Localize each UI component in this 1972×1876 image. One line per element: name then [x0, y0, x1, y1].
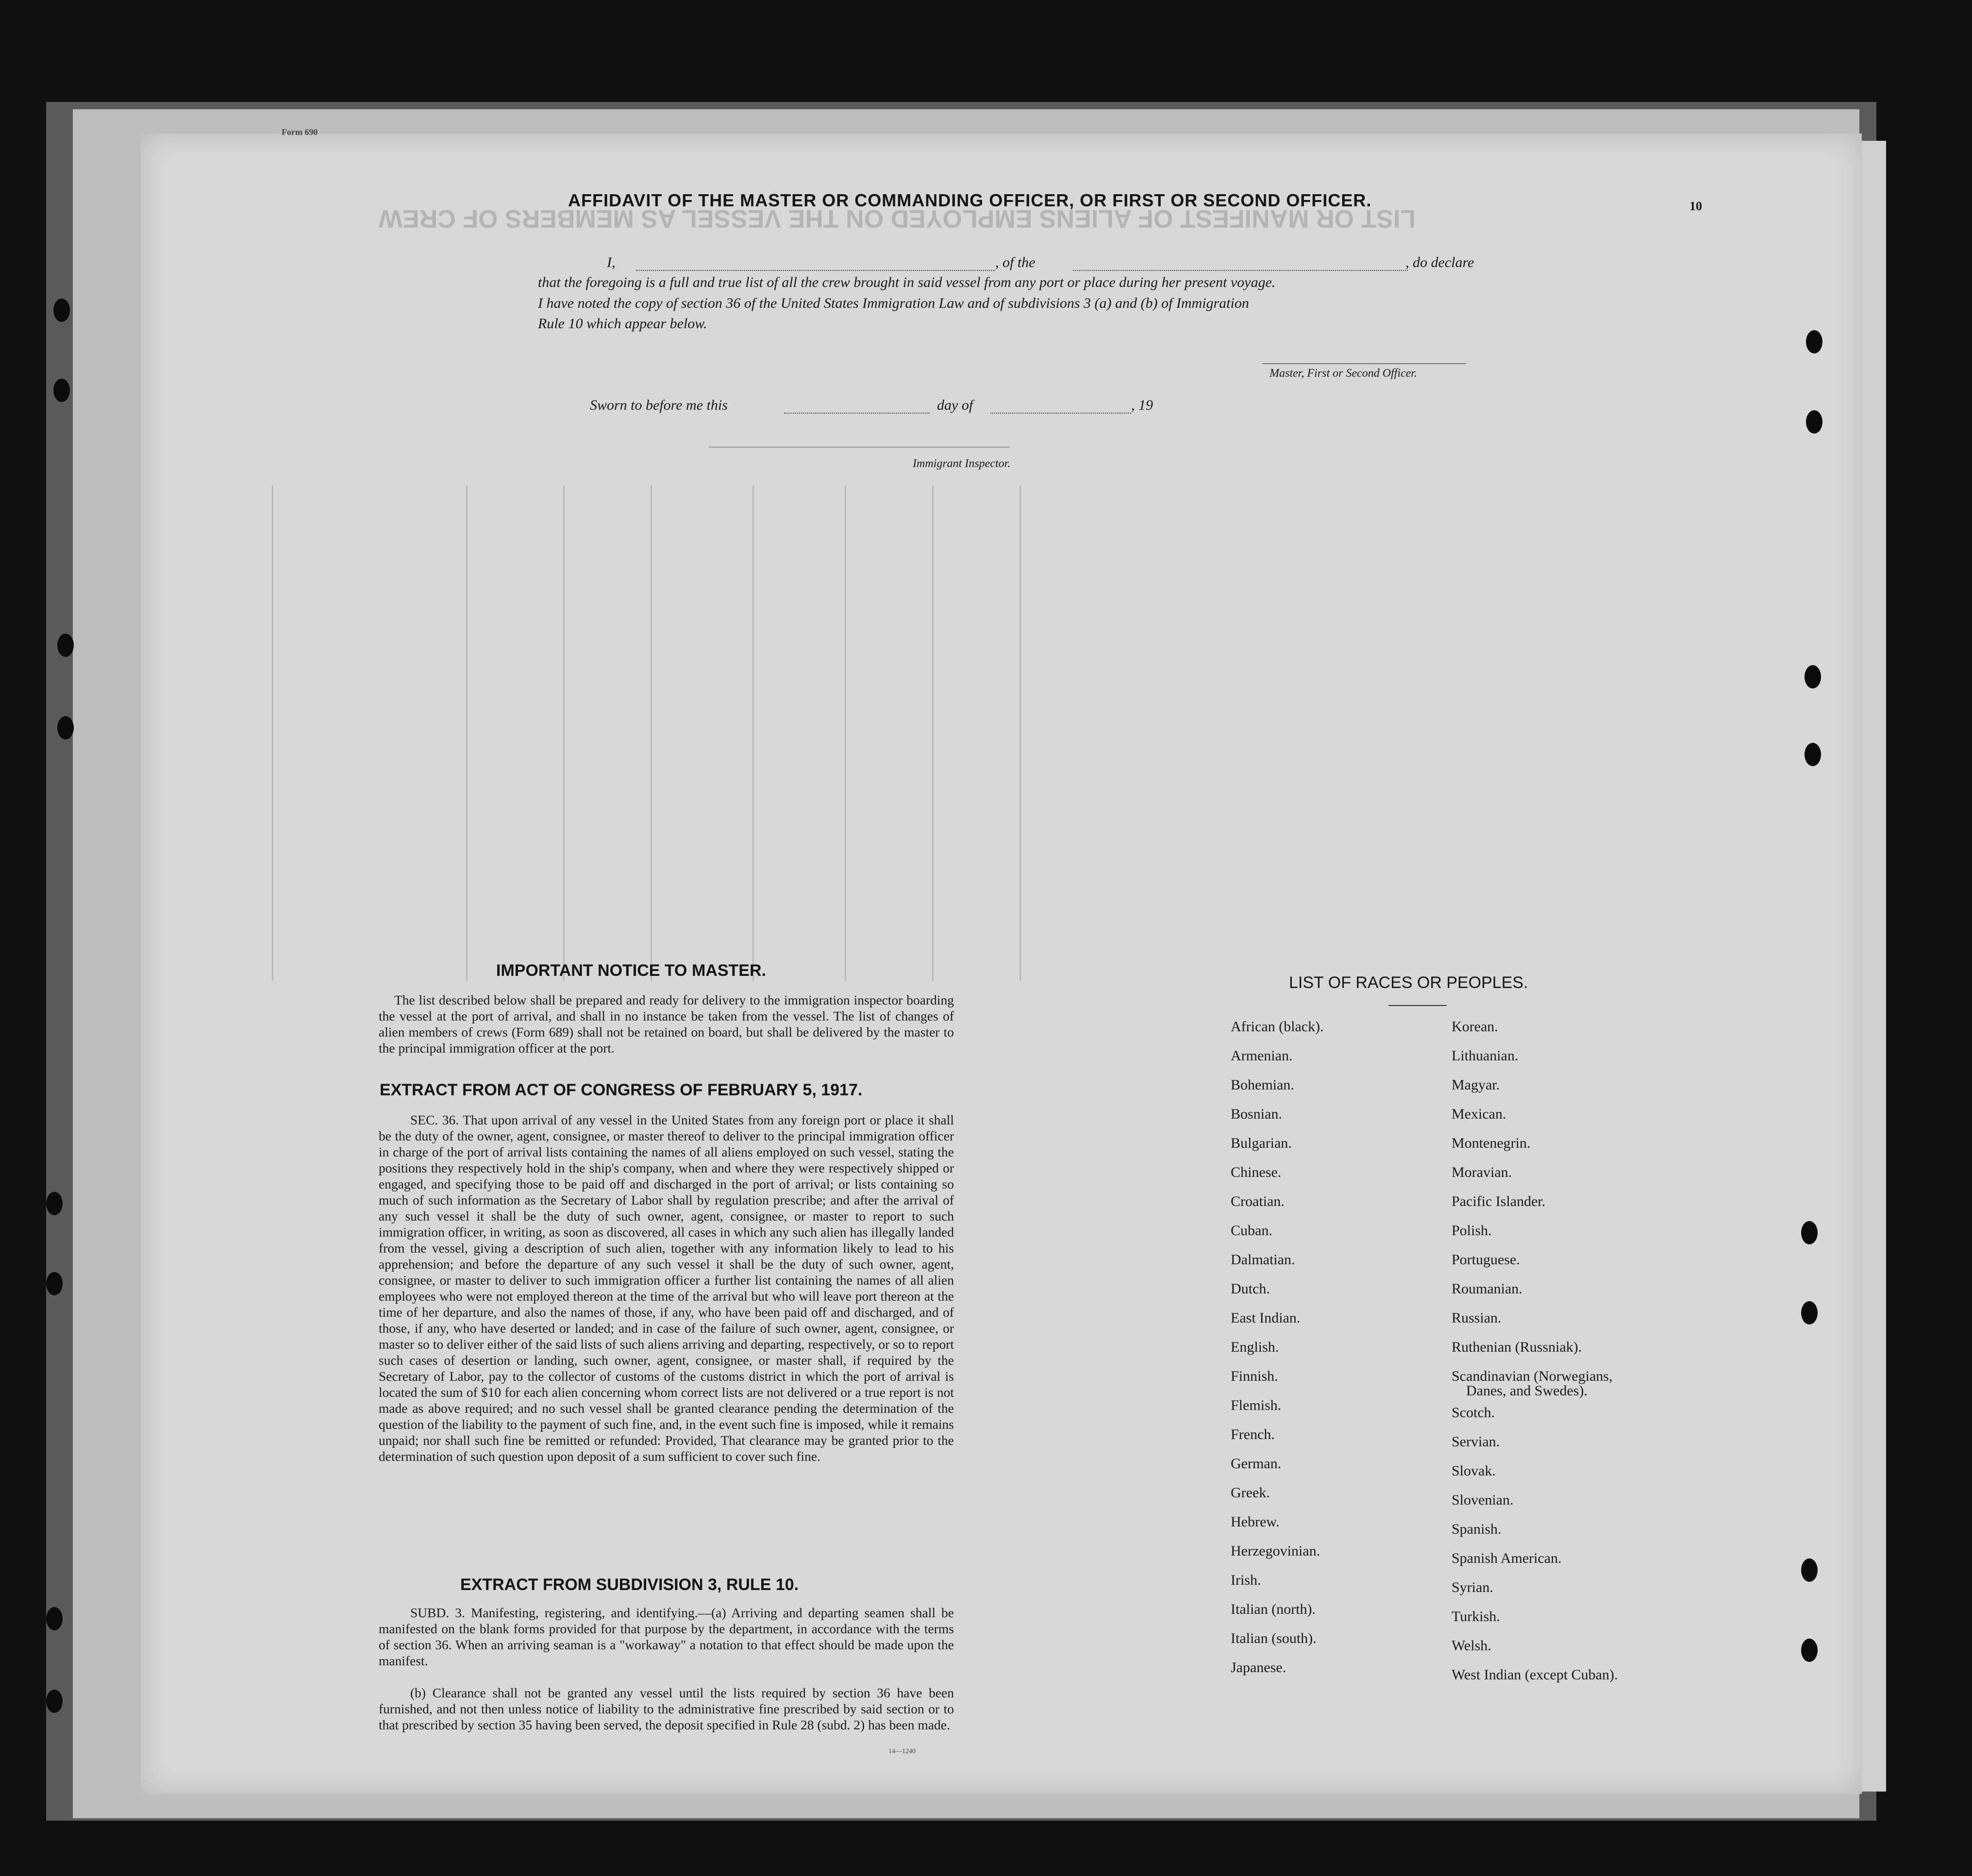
bleed-through-rule [845, 486, 846, 981]
bleed-through-rule [272, 486, 273, 981]
races-title: LIST OF RACES OR PEOPLES. [1289, 973, 1528, 992]
year-text: , 19 [1131, 397, 1153, 413]
binder-hole [1801, 1639, 1818, 1662]
binder-hole [1801, 1301, 1818, 1324]
signature-label: Master, First or Second Officer. [1270, 367, 1417, 380]
sworn-month-blank [990, 413, 1131, 414]
affidavit-i: I, [607, 254, 616, 270]
affidavit-line-3: I have noted the copy of section 36 of the United States Immigration Law and of subdivisions 3 (a) and (b) of Immigration [538, 295, 1249, 311]
bleed-through-header: LIST OR MANIFEST OF ALIENS EMPLOYED ON THE VESSEL AS MEMBERS OF CREW [379, 204, 1416, 233]
race-item: Welsh. [1452, 1638, 1491, 1654]
race-item: Turkish. [1452, 1608, 1500, 1625]
affidavit-of-the: , of the [995, 254, 1036, 270]
race-item: Greek. [1231, 1485, 1270, 1501]
sworn-text: Sworn to before me this [590, 397, 728, 413]
binder-hole [53, 379, 70, 402]
binder-hole [46, 1192, 63, 1215]
race-item: African (black). [1231, 1019, 1324, 1035]
notice-text: The list described below shall be prepared and ready for delivery to the immigration inspector boarding the vessel at the port of arrival, and shall in no instance be taken from the vessel. The list of changes of alien members of crews (Form 689) shall not be retained on board, but shall be delivered by the master to the principal immigration officer at the port. [379, 992, 954, 1055]
race-item: Korean. [1452, 1019, 1498, 1035]
race-item: Japanese. [1231, 1659, 1287, 1675]
race-item: Magyar. [1452, 1077, 1500, 1093]
race-item: Chinese. [1231, 1164, 1282, 1180]
binder-hole [1806, 330, 1822, 353]
race-item: Ruthenian (Russniak). [1452, 1339, 1582, 1355]
race-item: Polish. [1452, 1223, 1492, 1239]
binder-hole [57, 716, 74, 739]
race-item: German. [1231, 1456, 1282, 1472]
binder-hole [1805, 665, 1821, 688]
extract-act-title: EXTRACT FROM ACT OF CONGRESS OF FEBRUARY 5, 1917. [380, 1081, 863, 1099]
bleed-through-rule [1019, 486, 1021, 981]
race-item: West Indian (except Cuban). [1452, 1667, 1618, 1683]
binder-hole [1806, 410, 1822, 434]
race-item: Bohemian. [1231, 1077, 1294, 1093]
binder-hole [46, 1272, 63, 1295]
bleed-through-rule [932, 486, 934, 981]
race-item: Bosnian. [1231, 1106, 1282, 1122]
bleed-through-rule [563, 486, 565, 981]
race-item: Montenegrin. [1452, 1135, 1531, 1151]
races-left-column [1231, 1012, 1324, 1682]
affidavit-line-4: Rule 10 which appear below. [538, 316, 707, 332]
name-blank [636, 270, 995, 271]
inspector-blank [709, 447, 1010, 448]
race-item: Lithuanian. [1452, 1048, 1519, 1064]
notice-title: IMPORTANT NOTICE TO MASTER. [496, 961, 766, 980]
binder-hole [46, 1690, 63, 1713]
day-of-text: day of [937, 397, 973, 413]
race-item: Scotch. [1452, 1405, 1495, 1421]
races-title-rule [1388, 1005, 1447, 1006]
print-code: 14—1240 [888, 1748, 916, 1755]
race-item: Herzegovinian. [1231, 1543, 1320, 1559]
race-item: Italian (north). [1231, 1601, 1316, 1617]
race-item: Portuguese. [1452, 1252, 1520, 1268]
races-right-column [1452, 1012, 1618, 1690]
race-item: Irish. [1231, 1572, 1261, 1588]
race-item: Servian. [1452, 1434, 1500, 1450]
race-item: East Indian. [1231, 1310, 1301, 1326]
race-item: Hebrew. [1231, 1514, 1280, 1530]
binder-hole [1801, 1558, 1818, 1582]
race-item: Danes, and Swedes). [1466, 1383, 1588, 1399]
extract-rule-title: EXTRACT FROM SUBDIVISION 3, RULE 10. [460, 1575, 799, 1594]
bleed-through-rule [651, 486, 652, 981]
race-item: Spanish. [1452, 1521, 1502, 1537]
binder-hole [57, 634, 74, 657]
binder-hole [1805, 743, 1821, 766]
race-item: Dutch. [1231, 1281, 1270, 1297]
race-item: Bulgarian. [1231, 1135, 1292, 1151]
rule-para-a: SUBD. 3. Manifesting, registering, and identifying.—(a) Arriving and departing seamen shall be manifested on the blank forms provided for that purpose by the department, in accordance with the terms of section 36. When an arriving seaman is a "workaway" a notation to that effect should be made upon the manifest. [379, 1605, 954, 1668]
binder-hole [53, 299, 70, 322]
race-item: French. [1231, 1426, 1275, 1442]
race-item: Italian (south). [1231, 1630, 1317, 1646]
bleed-through-rule [752, 486, 754, 981]
race-item: English. [1231, 1339, 1279, 1355]
race-item: Cuban. [1231, 1223, 1272, 1239]
race-item: Syrian. [1452, 1579, 1493, 1595]
race-item: Slovenian. [1452, 1492, 1514, 1508]
binder-hole [46, 1607, 63, 1630]
affidavit-title: AFFIDAVIT OF THE MASTER OR COMMANDING OFFICER, OR FIRST OR SECOND OFFICER. [568, 190, 1372, 210]
signature-blank [1262, 363, 1466, 364]
form-label: Form 690 [282, 127, 318, 137]
race-item: Scandinavian (Norwegians, [1452, 1368, 1613, 1384]
race-item: Slovak. [1452, 1463, 1496, 1479]
extract-act-text: SEC. 36. That upon arrival of any vessel in the United States from any foreign port or place it shall be the duty of the owner, agent, consignee, or master thereof to deliver to the principal immigration officer in charge of the port of arrival lists containing the names of all aliens employed on such vessel, stating the positions they respectively hold in the ship's company, when and where they were respectively shipped or engaged, and specifying those to be paid off and discharged in the port of arrival; or lists containing so much of such information as the Secretary of Labor shall by regulation prescribe; and after the arrival of any such vessel it shall be the duty of such owner, agent, consignee, or master to report to such immigration officer, in writing, as soon as discovered, all cases in which any such alien has illegally landed from the vessel, giving a description of such alien, together with any information likely to lead to his apprehension; and before the departure of any such vessel it shall be the duty of such owner, agent, consignee, or master to deliver to such immigration officer a further list containing the names of all alien employees who were not employed thereon at the time of the arrival but who will leave port thereon at the time of her departure, and also the names of those, if any, who have been paid off and discharged, and of those, if any, who have deserted or landed; and in case of the failure of such owner, agent, consignee, or master so to deliver either of the said lists of such aliens arriving and departing, respectively, or so to report such cases of desertion or landing, such owner, agent, consignee, or master shall, if required by the Secretary of Labor, pay to the collector of customs of the customs district in which the port of arrival is located the sum of $10 for each alien concerning whom correct lists are not delivered or a true report is not made as above required; and no such vessel shall be granted clearance pending the determination of the question of the liability to the payment of such fine, and, in the event such fine is imposed, while it remains unpaid; nor shall such fine be remitted or refunded: Provided, That clearance may be granted prior to the determination of such question upon deposit of a sum sufficient to cover such fine. [379, 1112, 954, 1464]
race-item: Flemish. [1231, 1397, 1282, 1413]
corner-mark: 10 [1689, 199, 1702, 213]
race-item: Pacific Islander. [1452, 1193, 1546, 1209]
race-item: Roumanian. [1452, 1281, 1522, 1297]
vessel-blank [1073, 270, 1408, 271]
page-edge-strip [1859, 141, 1886, 1792]
race-item: Finnish. [1231, 1368, 1278, 1384]
race-item: Spanish American. [1452, 1550, 1562, 1566]
affidavit-line-2: that the foregoing is a full and true list of all the crew brought in said vessel from any port or place during her present voyage. [538, 274, 1276, 290]
race-item: Croatian. [1231, 1193, 1285, 1209]
race-item: Armenian. [1231, 1048, 1293, 1064]
race-item: Dalmatian. [1231, 1252, 1295, 1268]
bleed-through-rule [466, 486, 468, 981]
rule-para-b: (b) Clearance shall not be granted any vessel until the lists required by section 36 have been furnished, and not then unless notice of liability to the administrative fine prescribed by said section or to that prescribed by section 35 having been served, the deposit specified in Rule 28 (subd. 2) has been made. [379, 1685, 954, 1732]
race-item: Moravian. [1452, 1164, 1512, 1180]
inspector-label: Immigrant Inspector. [913, 457, 1011, 470]
race-item: Russian. [1452, 1310, 1502, 1326]
sworn-day-blank [784, 413, 930, 414]
affidavit-do-declare: , do declare [1405, 254, 1474, 270]
binder-hole [1801, 1221, 1818, 1244]
race-item: Mexican. [1452, 1106, 1506, 1122]
